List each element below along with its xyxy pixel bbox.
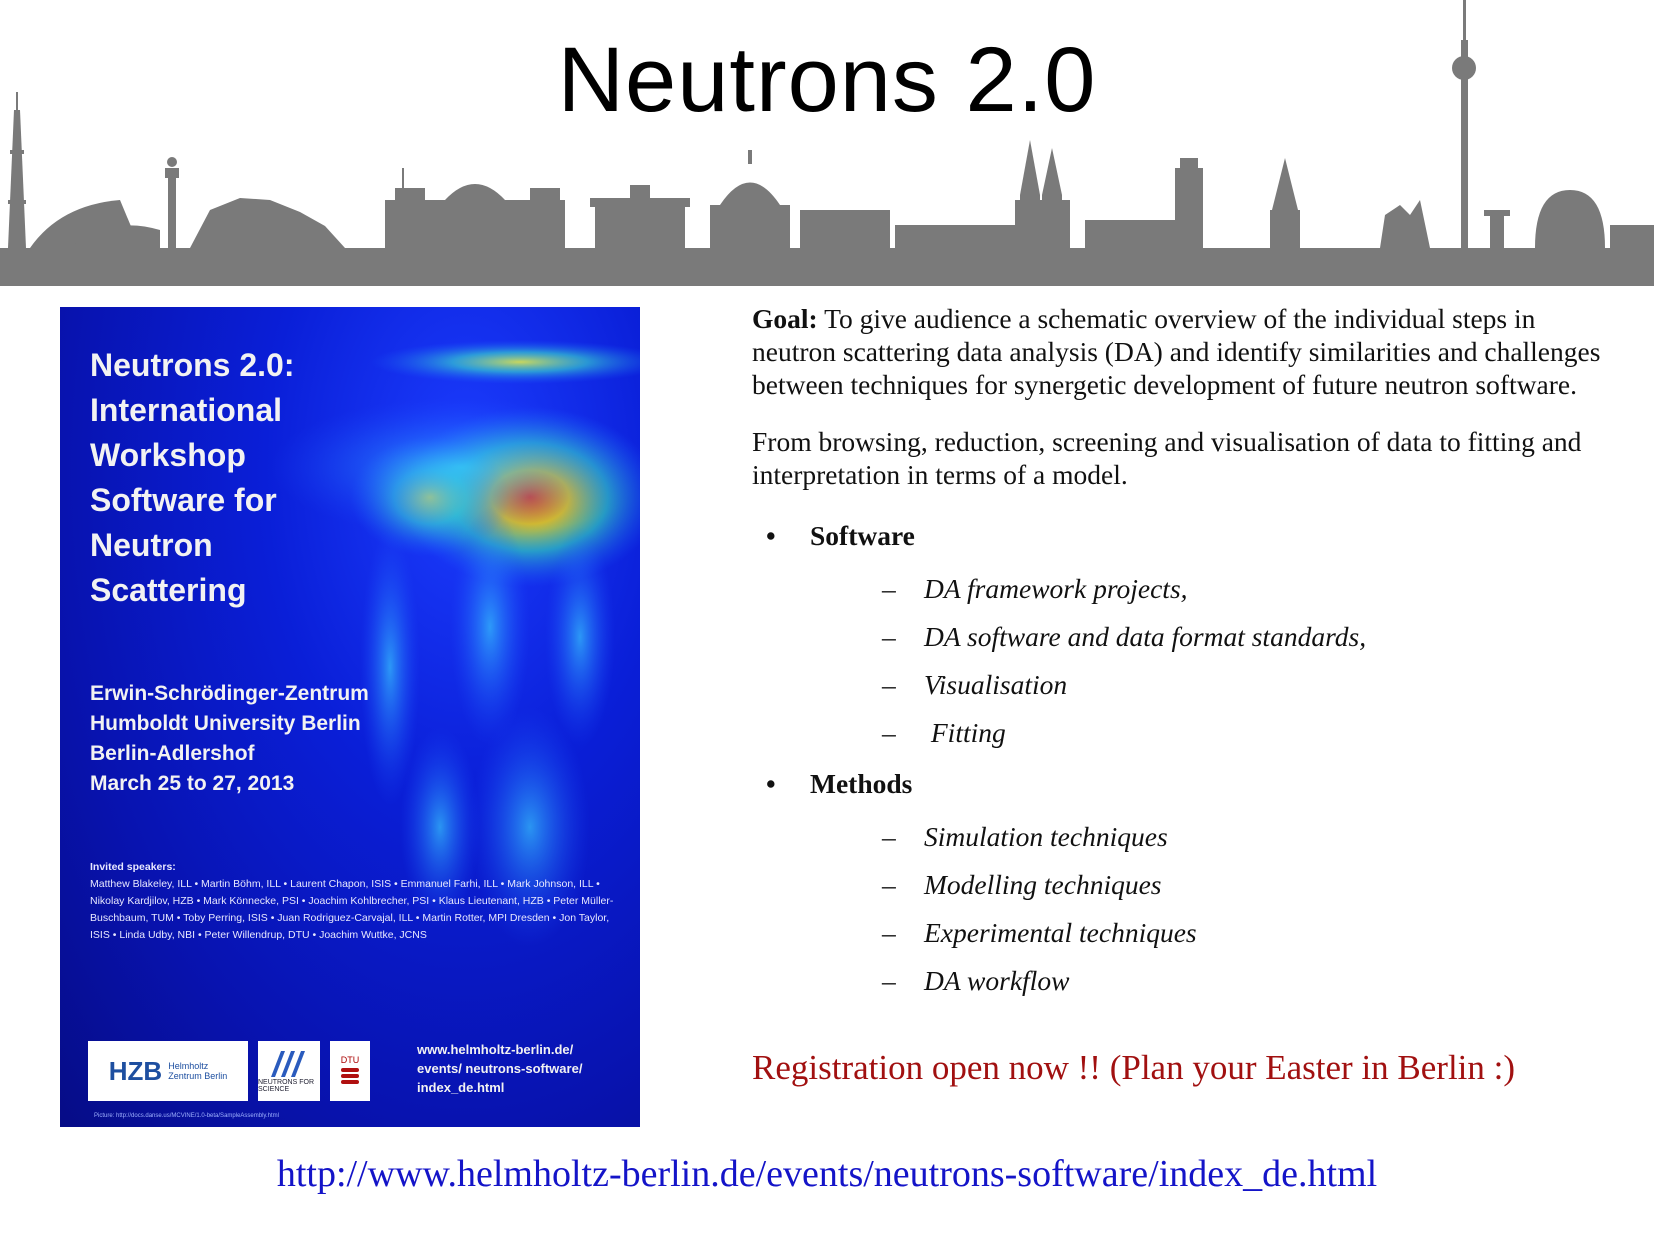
registration-notice: Registration open now !! (Plan your Easter in Berlin :)	[752, 1048, 1516, 1087]
workshop-url-link[interactable]: http://www.helmholtz-berlin.de/events/neutrons-software/index_de.html	[276, 1153, 1378, 1195]
poster-invited-speakers: Invited speakers: Matthew Blakeley, ILL • Martin Böhm, ILL • Laurent Chapon, ISIS • Emmanuel Farhi, ILL • Mark Johnson, ILL • Nikolay Kardjilov, HZB • Mark Könnecke, PSI • Joachim Kohlbrecher, PSI • Klaus Lieutenant, HZB • Peter Müller-Buschbaum, TUM • Toby Perring, ISIS • Juan Rodriguez-Carvajal, ILL • Martin Rotter, MPI Dresden • Jon Taylor, ISIS • Linda Udby, NBI • Peter Willendrup, DTU • Joachim Wuttke, JCNS	[90, 861, 614, 941]
list-item: – Fitting	[882, 717, 1006, 748]
list-item: – Modelling techniques	[882, 869, 1162, 900]
poster-url: www.helmholtz-berlin.de/ events/ neutrons-software/ index_de.html	[417, 1042, 583, 1095]
methods-list	[752, 813, 1612, 1005]
poster-venue: Erwin-Schrödinger-Zentrum Humboldt University Berlin Berlin-Adlershof March 25 to 27, 2013	[90, 682, 369, 795]
bullet-software: • Software	[752, 513, 1612, 559]
bullet-methods: • Methods	[752, 761, 1612, 807]
list-item: – Experimental techniques	[882, 917, 1197, 948]
list-item: – Simulation techniques	[882, 821, 1168, 852]
goal-label: Goal:	[752, 303, 818, 334]
from-paragraph: From browsing, reduction, screening and visualisation of data to fitting and interpretation in terms of a model.	[752, 426, 1582, 490]
goal-text: To give audience a schematic overview of the individual steps in neutron scattering data analysis (DA) and identify similarities and challenges between techniques for synergetic development of future neutron software.	[752, 303, 1601, 400]
workshop-poster	[60, 307, 640, 1127]
hzb-logo: HZB Helmholtz Zentrum Berlin	[88, 1041, 248, 1101]
goal-paragraph	[752, 302, 1612, 401]
slide-body	[752, 302, 1612, 1009]
poster-title: Neutrons 2.0: International Workshop Software for Neutron Scattering	[90, 347, 295, 608]
list-item: – DA software and data format standards,	[882, 621, 1367, 652]
software-list	[752, 565, 1612, 757]
poster-picture-credit: Picture: http://docs.danse.us/MCVINE/1.0-beta/SampleAssembly.html	[94, 1113, 279, 1119]
slide-title: Neutrons 2.0	[557, 29, 1097, 131]
poster-logos	[88, 1041, 370, 1105]
list-item: – Visualisation	[882, 669, 1068, 700]
list-item: – DA workflow	[882, 965, 1070, 996]
neutrons-for-science-logo: NEUTRONS FOR SCIENCE	[258, 1041, 320, 1101]
bullet-icon: •	[766, 520, 776, 551]
bullet-icon: •	[766, 768, 776, 799]
dtu-logo: DTU	[330, 1041, 370, 1101]
list-item: – DA framework projects,	[882, 573, 1188, 604]
